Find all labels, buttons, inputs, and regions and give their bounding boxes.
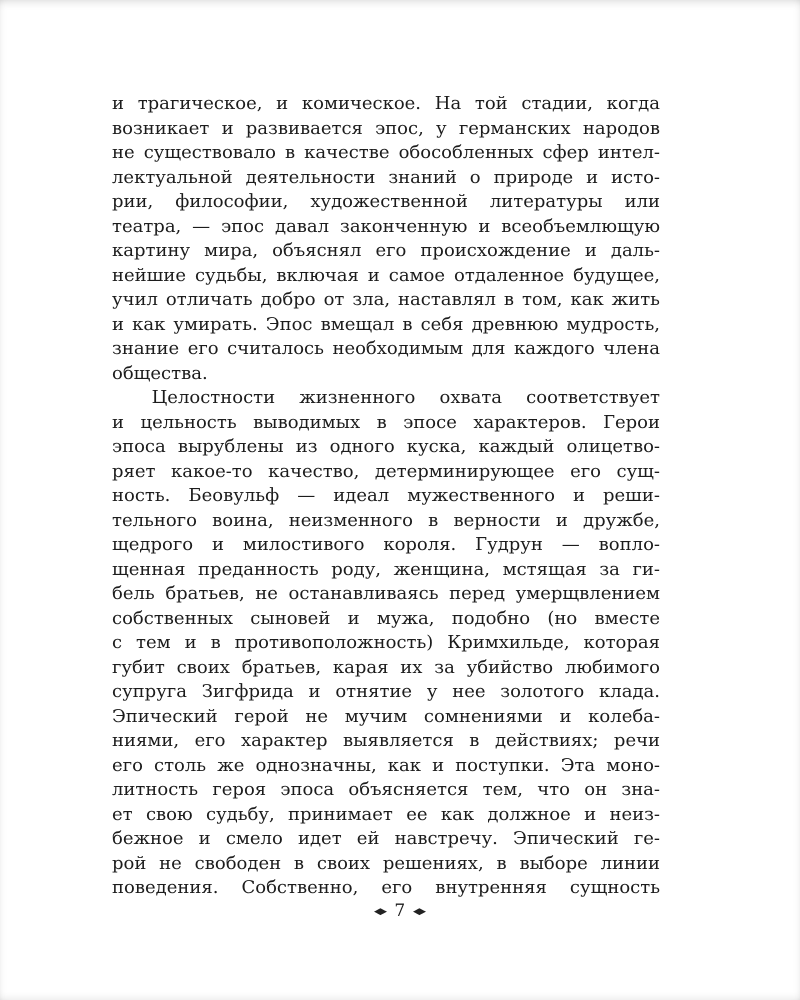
text-line: Эпический герой не мучим сомнениями и колеба- [112, 705, 660, 727]
paragraph [112, 386, 660, 901]
text-line: с тем и в противоположность) Кримхильде, которая [112, 632, 660, 653]
text-line: ряет какое-то качество, детерминирующее его сущ- [112, 460, 660, 482]
paragraph [112, 92, 660, 386]
text-line: знание его считалось необходимым для каждого члена [112, 338, 660, 359]
text-column [112, 92, 660, 901]
page-footer [0, 901, 800, 921]
text-line: и как умирать. Эпос вмещал в себя древнюю мудрость, [112, 313, 660, 335]
text-line: рии, философии, художественной литературы или [112, 191, 660, 212]
text-line: собственных сыновей и мужа, подобно (но вместе [112, 607, 660, 629]
text-line: эпоса вырублены из одного куска, каждый олицетво- [112, 436, 660, 457]
text-line: бель братьев, не останавливаясь перед умерщвлением [112, 583, 660, 604]
text-line: губит своих братьев, карая их за убийство любимого [112, 656, 660, 678]
text-line: литность героя эпоса объясняется тем, что он зна- [112, 779, 660, 800]
text-line: бежное и смело идет ей навстречу. Эпический ге- [112, 828, 660, 849]
text-line: общества. [112, 362, 208, 384]
text-line: его столь же однозначны, как и поступки. Эта моно- [112, 754, 660, 776]
text-line: рой не свободен в своих решениях, в выборе линии [112, 852, 660, 874]
text-line: нейшие судьбы, включая и самое отдаленное будущее, [112, 264, 660, 286]
text-line: театра, — эпос давал законченную и всеобъемлющую [112, 215, 660, 237]
text-line: лектуальной деятельности знаний о природе и исто- [112, 166, 660, 188]
text-line: поведения. Собственно, его внутренняя сущность [112, 877, 660, 898]
text-line: ность. Беовульф — идеал мужественного и реши- [112, 485, 660, 506]
text-line: супруга Зигфрида и отнятие у нее золотого клада. [112, 681, 660, 702]
text-line: щенная преданность роду, женщина, мстящая за ги- [112, 558, 660, 580]
text-line: щедрого и милостивого короля. Гудрун — вопло- [112, 534, 660, 555]
footer-ornament-right-icon: ◆ [412, 907, 426, 917]
text-line: возникает и развивается эпос, у германских народов [112, 117, 660, 139]
page-number: 7 [394, 901, 406, 921]
text-line: ниями, его характер выявляется в действиях; речи [112, 730, 660, 751]
text-line: картину мира, объяснял его происхождение и даль- [112, 240, 660, 261]
text-line: ет свою судьбу, принимает ее как должное и неиз- [112, 803, 660, 825]
text-line: и трагическое, и комическое. На той стадии, когда [112, 93, 660, 114]
text-line: тельного воина, неизменного в верности и дружбе, [112, 509, 660, 531]
text-line: не существовало в качестве обособленных сфер интел- [112, 142, 660, 163]
text-line: учил отличать добро от зла, наставлял в том, как жить [112, 289, 660, 310]
footer-ornament-left-icon: ◆ [374, 907, 388, 917]
text-line: Целостности жизненного охвата соответствует [151, 387, 660, 408]
text-line: и цельность выводимых в эпосе характеров. Герои [112, 411, 660, 433]
